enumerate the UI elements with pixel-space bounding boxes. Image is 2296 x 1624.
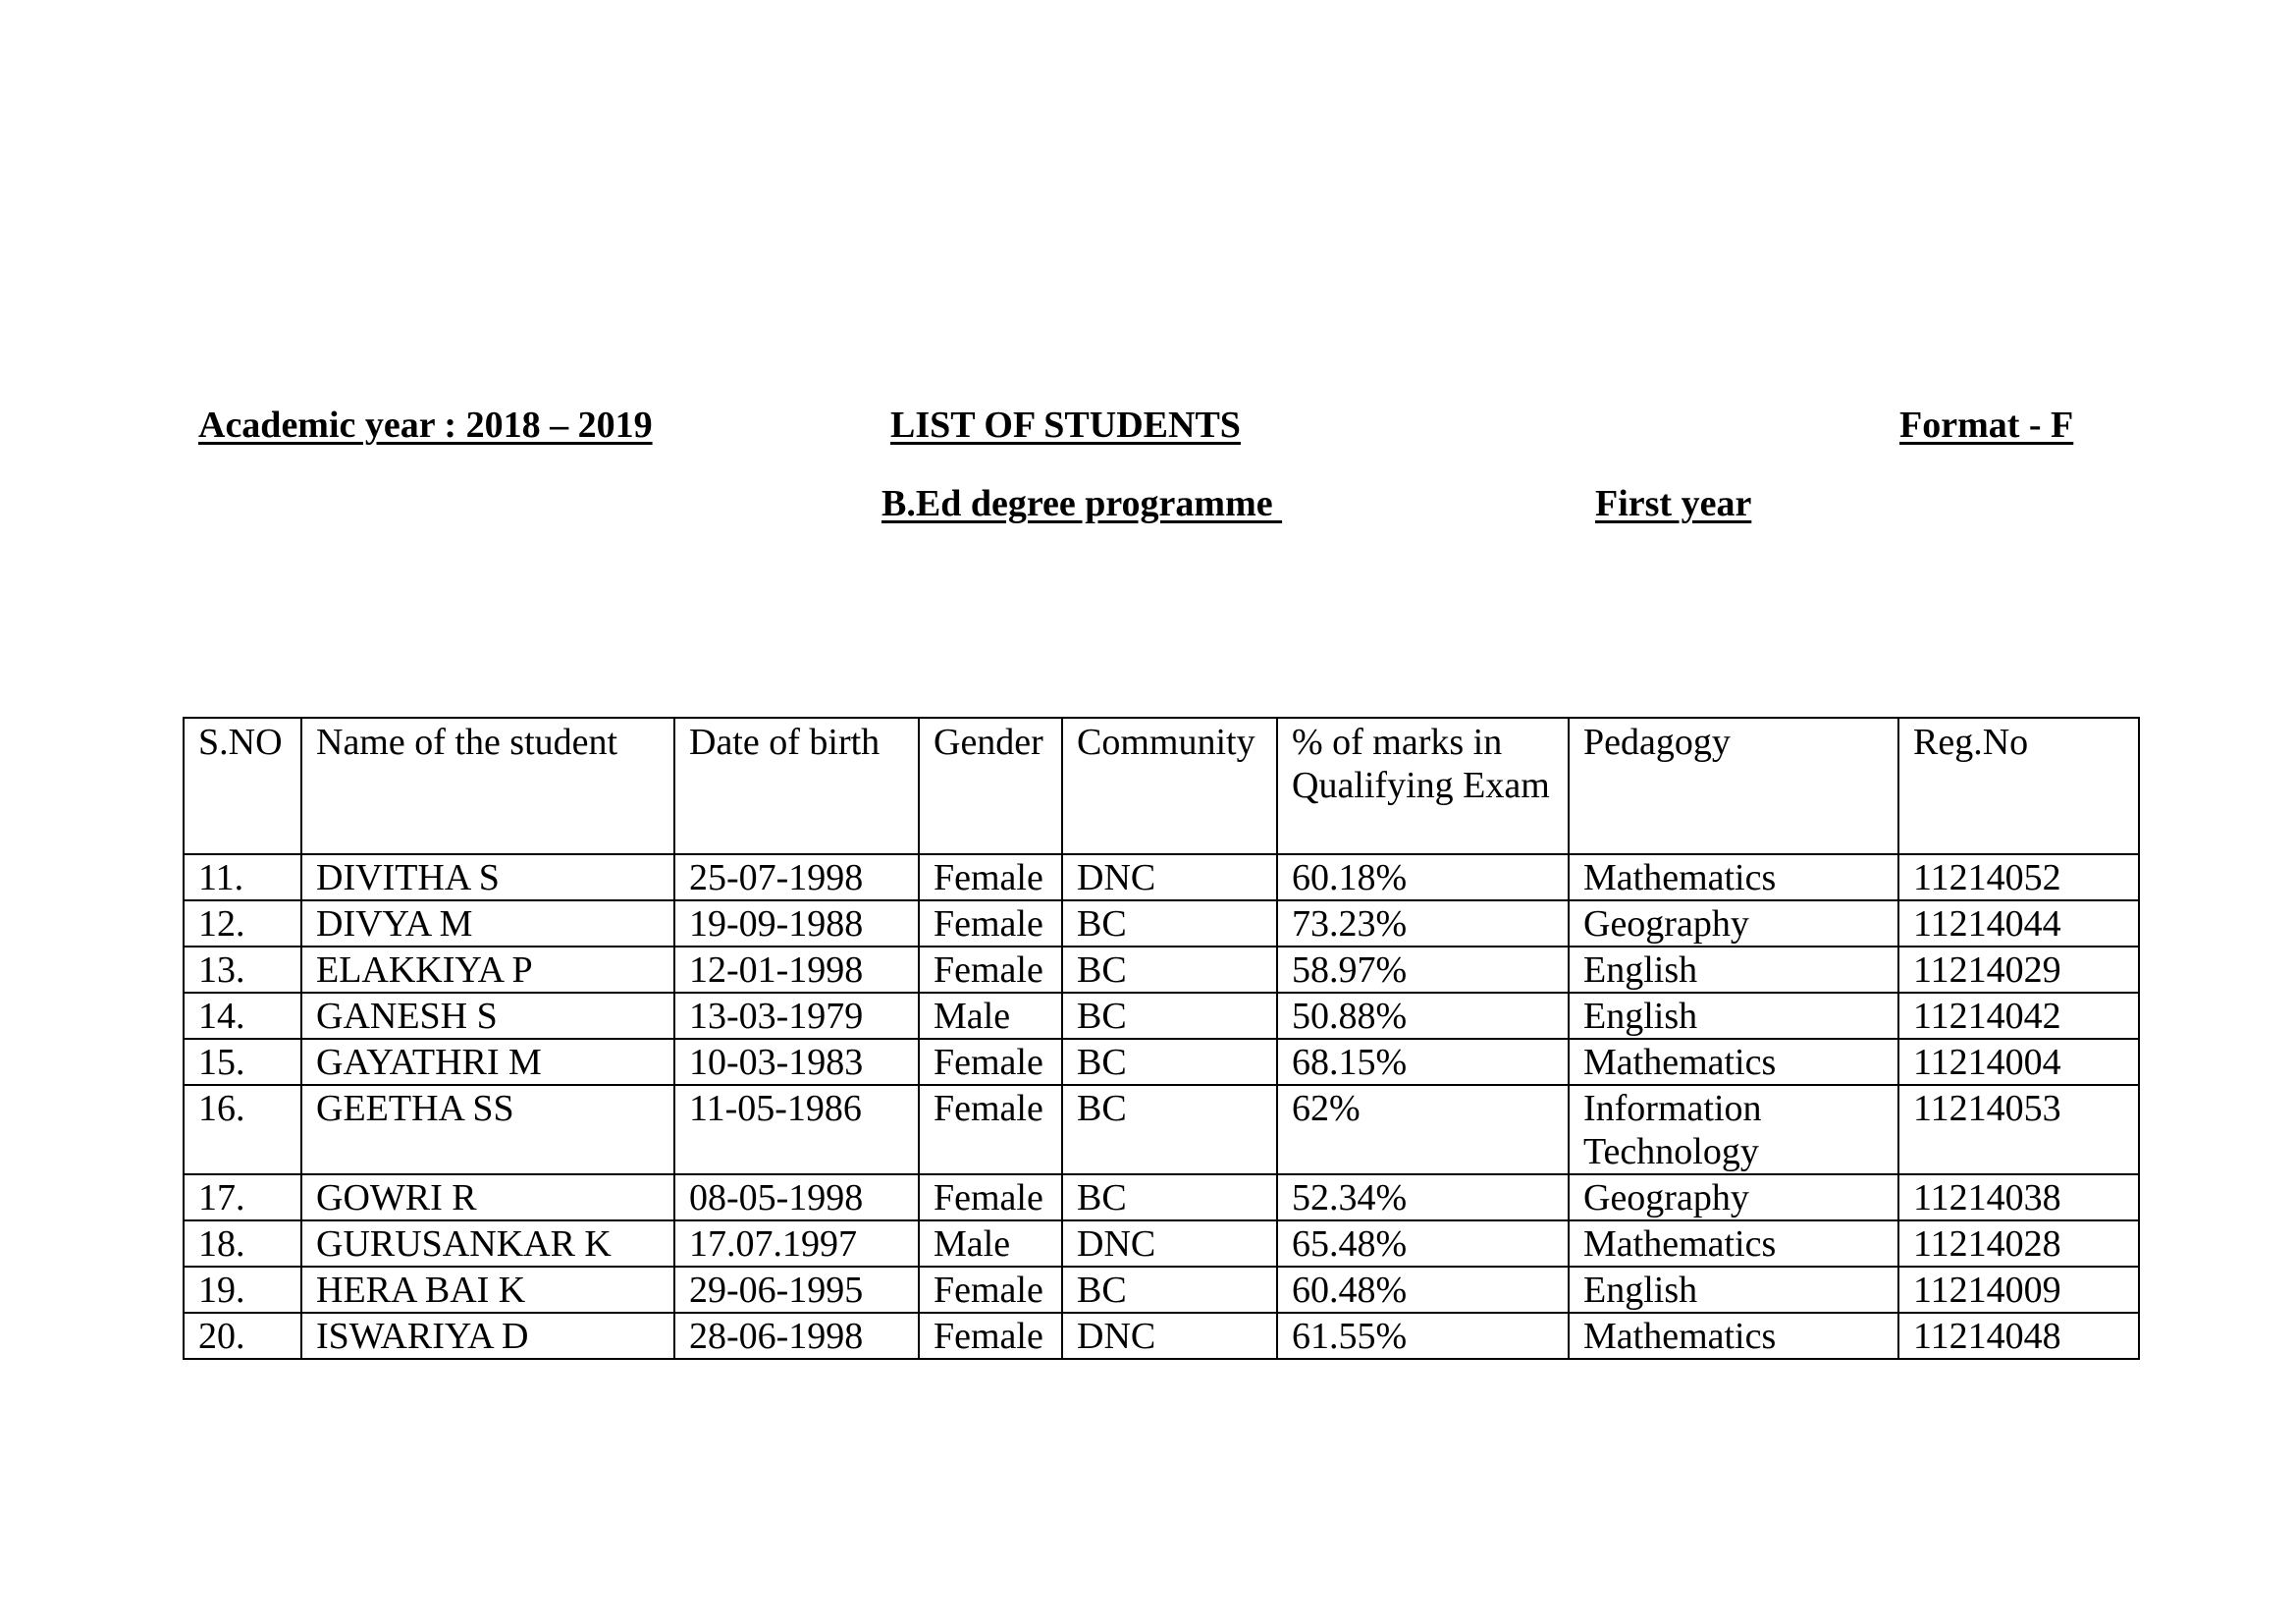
column-header-pedagogy: Pedagogy bbox=[1569, 718, 1898, 854]
column-header-dob: Date of birth bbox=[674, 718, 919, 854]
cell-regno: 11214038 bbox=[1898, 1174, 2139, 1220]
cell-marks: 60.48% bbox=[1277, 1267, 1569, 1313]
cell-name: HERA BAI K bbox=[301, 1267, 674, 1313]
cell-sno: 18. bbox=[184, 1220, 301, 1267]
table-row bbox=[184, 900, 2139, 947]
table-header-row bbox=[184, 718, 2139, 854]
cell-dob: 29-06-1995 bbox=[674, 1267, 919, 1313]
table-row bbox=[184, 1220, 2139, 1267]
cell-gender: Female bbox=[919, 947, 1062, 993]
cell-name: GANESH S bbox=[301, 993, 674, 1039]
cell-pedagogy: Mathematics bbox=[1569, 1313, 1898, 1359]
cell-gender: Female bbox=[919, 1267, 1062, 1313]
column-header-community: Community bbox=[1062, 718, 1277, 854]
cell-marks: 73.23% bbox=[1277, 900, 1569, 947]
table-row bbox=[184, 1267, 2139, 1313]
cell-pedagogy: Mathematics bbox=[1569, 1220, 1898, 1267]
table-row bbox=[184, 1313, 2139, 1359]
cell-community: BC bbox=[1062, 947, 1277, 993]
cell-pedagogy: English bbox=[1569, 1267, 1898, 1313]
cell-community: DNC bbox=[1062, 854, 1277, 900]
cell-community: BC bbox=[1062, 900, 1277, 947]
cell-pedagogy: Mathematics bbox=[1569, 854, 1898, 900]
cell-pedagogy: Geography bbox=[1569, 900, 1898, 947]
cell-regno: 11214004 bbox=[1898, 1039, 2139, 1085]
column-header-gender: Gender bbox=[919, 718, 1062, 854]
column-header-regno: Reg.No bbox=[1898, 718, 2139, 854]
cell-regno: 11214044 bbox=[1898, 900, 2139, 947]
cell-gender: Female bbox=[919, 1039, 1062, 1085]
cell-gender: Female bbox=[919, 900, 1062, 947]
cell-dob: 28-06-1998 bbox=[674, 1313, 919, 1359]
cell-marks: 58.97% bbox=[1277, 947, 1569, 993]
table-row bbox=[184, 993, 2139, 1039]
cell-sno: 14. bbox=[184, 993, 301, 1039]
cell-community: DNC bbox=[1062, 1220, 1277, 1267]
table-row bbox=[184, 1085, 2139, 1174]
cell-marks: 50.88% bbox=[1277, 993, 1569, 1039]
cell-gender: Female bbox=[919, 854, 1062, 900]
cell-dob: 25-07-1998 bbox=[674, 854, 919, 900]
cell-marks: 68.15% bbox=[1277, 1039, 1569, 1085]
cell-dob: 11-05-1986 bbox=[674, 1085, 919, 1174]
cell-marks: 52.34% bbox=[1277, 1174, 1569, 1220]
cell-name: DIVITHA S bbox=[301, 854, 674, 900]
cell-dob: 19-09-1988 bbox=[674, 900, 919, 947]
page-title: LIST OF STUDENTS bbox=[890, 405, 1241, 446]
cell-marks: 60.18% bbox=[1277, 854, 1569, 900]
cell-pedagogy: English bbox=[1569, 947, 1898, 993]
cell-sno: 16. bbox=[184, 1085, 301, 1174]
cell-regno: 11214052 bbox=[1898, 854, 2139, 900]
cell-pedagogy: English bbox=[1569, 993, 1898, 1039]
cell-community: DNC bbox=[1062, 1313, 1277, 1359]
cell-dob: 12-01-1998 bbox=[674, 947, 919, 993]
cell-regno: 11214009 bbox=[1898, 1267, 2139, 1313]
cell-marks: 62% bbox=[1277, 1085, 1569, 1174]
cell-regno: 11214053 bbox=[1898, 1085, 2139, 1174]
academic-year-heading: Academic year : 2018 – 2019 bbox=[198, 405, 653, 446]
cell-name: ELAKKIYA P bbox=[301, 947, 674, 993]
cell-name: GAYATHRI M bbox=[301, 1039, 674, 1085]
cell-community: BC bbox=[1062, 1267, 1277, 1313]
cell-community: BC bbox=[1062, 993, 1277, 1039]
cell-pedagogy: Information Technology bbox=[1569, 1085, 1898, 1174]
table-row bbox=[184, 854, 2139, 900]
column-header-marks: % of marks in Qualifying Exam bbox=[1277, 718, 1569, 854]
cell-sno: 20. bbox=[184, 1313, 301, 1359]
cell-name: GURUSANKAR K bbox=[301, 1220, 674, 1267]
cell-gender: Male bbox=[919, 1220, 1062, 1267]
format-label: Format - F bbox=[1899, 405, 2074, 446]
cell-gender: Female bbox=[919, 1313, 1062, 1359]
cell-regno: 11214029 bbox=[1898, 947, 2139, 993]
cell-marks: 61.55% bbox=[1277, 1313, 1569, 1359]
cell-sno: 15. bbox=[184, 1039, 301, 1085]
cell-dob: 13-03-1979 bbox=[674, 993, 919, 1039]
cell-name: GEETHA SS bbox=[301, 1085, 674, 1174]
cell-sno: 17. bbox=[184, 1174, 301, 1220]
column-header-name: Name of the student bbox=[301, 718, 674, 854]
cell-dob: 10-03-1983 bbox=[674, 1039, 919, 1085]
cell-regno: 11214028 bbox=[1898, 1220, 2139, 1267]
cell-regno: 11214042 bbox=[1898, 993, 2139, 1039]
cell-name: GOWRI R bbox=[301, 1174, 674, 1220]
cell-community: BC bbox=[1062, 1174, 1277, 1220]
cell-regno: 11214048 bbox=[1898, 1313, 2139, 1359]
cell-name: DIVYA M bbox=[301, 900, 674, 947]
cell-name: ISWARIYA D bbox=[301, 1313, 674, 1359]
cell-pedagogy: Geography bbox=[1569, 1174, 1898, 1220]
cell-gender: Male bbox=[919, 993, 1062, 1039]
column-header-sno: S.NO bbox=[184, 718, 301, 854]
cell-sno: 12. bbox=[184, 900, 301, 947]
students-table bbox=[183, 717, 2140, 1360]
cell-sno: 13. bbox=[184, 947, 301, 993]
programme-heading: B.Ed degree programme bbox=[881, 483, 1283, 524]
table-row bbox=[184, 1039, 2139, 1085]
cell-sno: 11. bbox=[184, 854, 301, 900]
cell-community: BC bbox=[1062, 1039, 1277, 1085]
cell-dob: 08-05-1998 bbox=[674, 1174, 919, 1220]
cell-community: BC bbox=[1062, 1085, 1277, 1174]
cell-pedagogy: Mathematics bbox=[1569, 1039, 1898, 1085]
cell-gender: Female bbox=[919, 1085, 1062, 1174]
cell-gender: Female bbox=[919, 1174, 1062, 1220]
year-heading: First year bbox=[1595, 483, 1752, 524]
table-row bbox=[184, 947, 2139, 993]
cell-sno: 19. bbox=[184, 1267, 301, 1313]
cell-dob: 17.07.1997 bbox=[674, 1220, 919, 1267]
cell-marks: 65.48% bbox=[1277, 1220, 1569, 1267]
table-row bbox=[184, 1174, 2139, 1220]
